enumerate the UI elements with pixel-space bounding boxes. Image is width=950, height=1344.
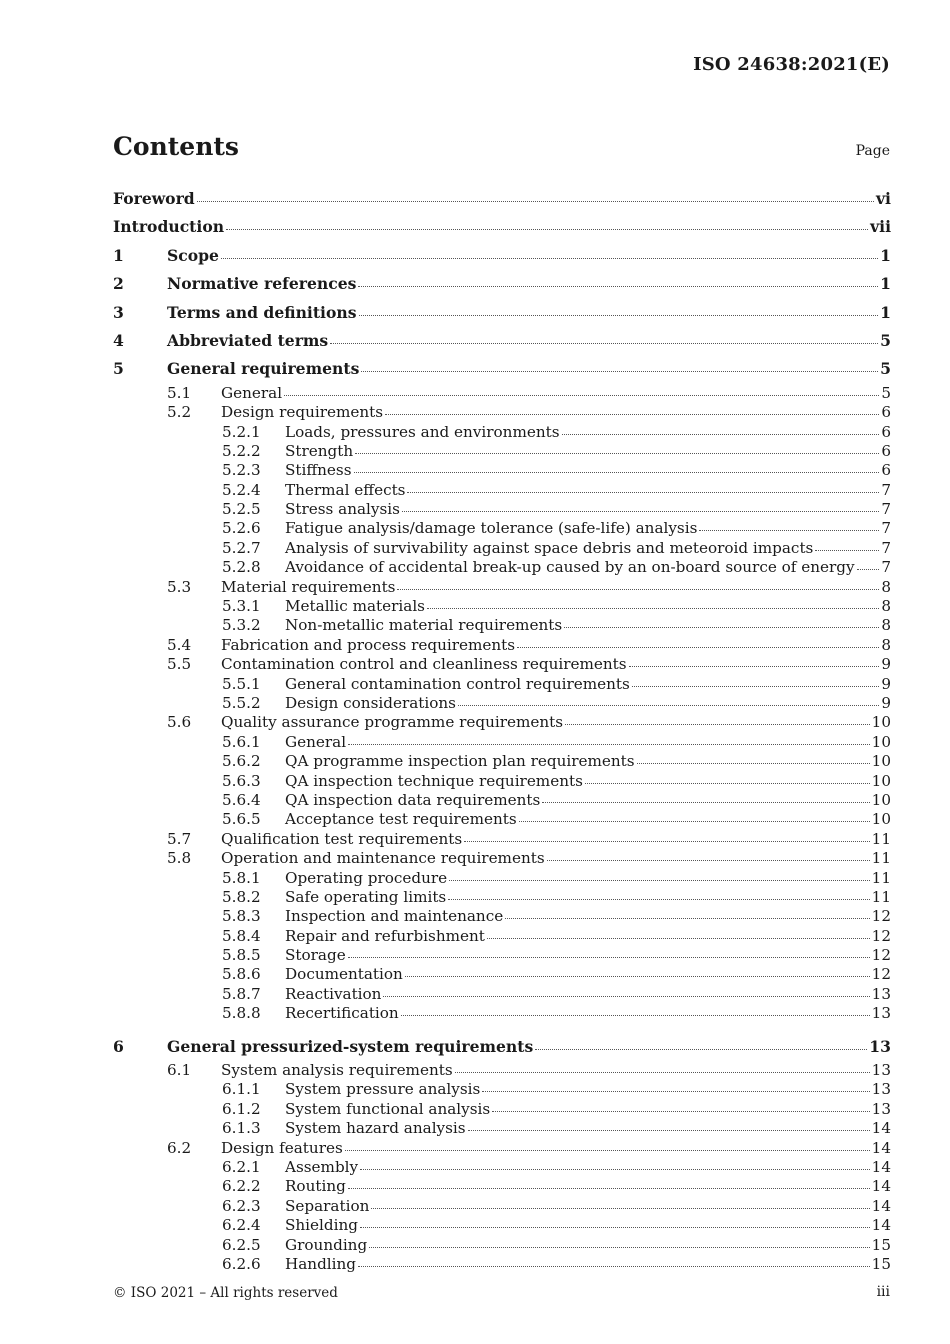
toc-entry[interactable] [113, 403, 891, 422]
toc-entry-page[interactable]: 5 [880, 330, 891, 350]
toc-entry-page[interactable]: 11 [871, 849, 891, 868]
toc-entry-number: 1 [113, 245, 124, 265]
toc-entry-page[interactable]: 14 [871, 1157, 891, 1176]
dot-leader [221, 257, 878, 259]
toc-entry-number: 6.2.4 [222, 1216, 261, 1235]
dot-leader [455, 1071, 870, 1073]
toc-entry-title[interactable]: Abbreviated terms [167, 330, 329, 350]
toc-entry-page[interactable]: 5 [881, 383, 891, 402]
toc-entry-title[interactable]: QA inspection technique requirements [285, 771, 583, 790]
toc-entry-title[interactable]: General [221, 383, 283, 402]
toc-entry-number: 5.8.4 [222, 926, 261, 945]
toc-entry-title[interactable]: Introduction [113, 217, 225, 237]
toc-entry-title[interactable]: Routing [285, 1177, 346, 1196]
toc-entry-title[interactable]: Storage [285, 946, 346, 965]
toc-entry[interactable] [113, 1119, 891, 1138]
toc-entry-page[interactable]: 12 [871, 907, 891, 926]
toc-entry-page[interactable]: 6 [881, 422, 891, 441]
dot-leader [487, 937, 870, 939]
toc-entry-title[interactable]: QA programme inspection plan requirements [285, 752, 635, 771]
toc-entry-title[interactable]: General requirements [167, 359, 360, 379]
toc-entry[interactable] [113, 733, 891, 752]
toc-entry-page[interactable]: 5 [880, 359, 891, 379]
toc-entry-page[interactable]: 13 [871, 1004, 891, 1023]
dot-leader [383, 995, 869, 997]
toc-entry-number: 5.3 [167, 577, 192, 596]
toc-entry-number: 5.1 [167, 383, 192, 402]
toc-entry[interactable] [113, 539, 891, 558]
toc-entry-page[interactable]: 9 [881, 674, 891, 693]
toc-entry[interactable] [113, 1033, 891, 1061]
toc-entry[interactable] [113, 772, 891, 791]
toc-entry[interactable] [113, 869, 891, 888]
toc-entry-number: 5.8.2 [222, 887, 261, 906]
dot-leader [492, 1110, 869, 1112]
dot-leader [519, 820, 870, 822]
toc-entry-title[interactable]: Non-metallic material requirements [285, 616, 563, 635]
toc-entry[interactable] [113, 384, 891, 403]
toc-entry[interactable] [113, 713, 891, 732]
toc-entry[interactable] [113, 1197, 891, 1216]
toc-entry-title[interactable]: Scope [167, 245, 219, 265]
dot-leader [562, 433, 880, 435]
table-of-contents [113, 185, 891, 1274]
toc-entry-number: 5.2.3 [222, 461, 261, 480]
toc-entry-number: 5.8.3 [222, 907, 261, 926]
toc-entry-number: 5.3.1 [222, 597, 261, 616]
toc-entry-page[interactable]: 7 [881, 519, 891, 538]
toc-entry-page[interactable]: 13 [871, 984, 891, 1003]
toc-entry-title[interactable]: Design requirements [221, 403, 384, 422]
toc-entry-number: 2 [113, 274, 124, 294]
toc-entry-number: 6.1.1 [222, 1080, 261, 1099]
toc-entry[interactable] [113, 597, 891, 616]
toc-entry-page[interactable]: 8 [881, 597, 891, 616]
document-id: ISO 24638:2021(E) [693, 54, 890, 75]
toc-entry-number: 5.6.1 [222, 732, 261, 751]
toc-entry-title[interactable]: Operation and maintenance requirements [221, 849, 545, 868]
toc-entry-page[interactable]: 10 [871, 810, 891, 829]
dot-leader [358, 1265, 870, 1267]
toc-entry-title[interactable]: System hazard analysis [285, 1119, 466, 1138]
toc-entry-title[interactable]: Metallic materials [285, 597, 425, 616]
toc-entry-number: 5.8.7 [222, 984, 261, 1003]
toc-entry-page[interactable]: 8 [881, 577, 891, 596]
dot-leader [401, 1014, 870, 1016]
toc-entry-title[interactable]: Grounding [285, 1235, 368, 1254]
toc-entry-number: 5 [113, 359, 124, 379]
toc-entry-page[interactable]: 8 [881, 635, 891, 654]
toc-entry-page[interactable]: 14 [871, 1119, 891, 1138]
toc-entry-title[interactable]: System pressure analysis [285, 1080, 481, 1099]
toc-entry-title[interactable]: Thermal effects [285, 480, 406, 499]
dot-leader [547, 859, 870, 861]
dot-leader [397, 588, 879, 590]
dot-leader [637, 762, 870, 764]
toc-entry-title[interactable]: Stress analysis [285, 500, 400, 519]
toc-entry-title[interactable]: Stiffness [285, 461, 352, 480]
toc-entry[interactable] [113, 888, 891, 907]
toc-entry-number: 5.8.1 [222, 868, 261, 887]
dot-leader [197, 200, 874, 202]
dot-leader [330, 342, 878, 344]
toc-entry-page[interactable]: 14 [871, 1216, 891, 1235]
toc-entry[interactable] [113, 985, 891, 1004]
toc-entry-number: 5.8.5 [222, 946, 261, 965]
dot-leader [699, 529, 879, 531]
toc-entry[interactable] [113, 849, 891, 868]
toc-entry-title[interactable]: Quality assurance programme requirements [221, 713, 564, 732]
toc-entry-title[interactable]: Design features [221, 1138, 343, 1157]
toc-entry[interactable] [113, 299, 891, 327]
toc-entry-title[interactable]: Loads, pressures and environments [285, 422, 560, 441]
toc-entry-number: 6.2.2 [222, 1177, 261, 1196]
toc-entry-page[interactable]: 11 [871, 829, 891, 848]
toc-entry-page[interactable]: 6 [881, 403, 891, 422]
toc-entry[interactable] [113, 355, 891, 383]
dot-leader [402, 510, 879, 512]
dot-leader [427, 607, 879, 609]
dot-leader [355, 452, 879, 454]
toc-entry[interactable] [113, 185, 891, 213]
dot-leader [448, 898, 869, 900]
toc-entry-title[interactable]: General [285, 732, 347, 751]
toc-entry[interactable] [113, 791, 891, 810]
toc-entry[interactable] [113, 270, 891, 298]
toc-entry-page[interactable]: 10 [871, 752, 891, 771]
toc-entry-number: 5.5.2 [222, 693, 261, 712]
dot-leader [542, 801, 869, 803]
toc-entry-number: 5.2.2 [222, 441, 261, 460]
footer-page-number: iii [876, 1284, 890, 1300]
toc-entry-number: 5.3.2 [222, 616, 261, 635]
toc-entry-number: 6.1.2 [222, 1099, 261, 1118]
toc-entry-number: 5.5.1 [222, 674, 261, 693]
toc-entry-page[interactable]: 10 [871, 732, 891, 751]
toc-entry-page[interactable]: 10 [871, 713, 891, 732]
toc-entry-page[interactable]: vii [870, 217, 891, 237]
toc-entry-page[interactable]: 8 [881, 616, 891, 635]
toc-entry-number: 5.6.4 [222, 790, 261, 809]
dot-leader [857, 568, 880, 570]
toc-entry-page[interactable]: 1 [880, 245, 891, 265]
toc-entry-number: 5.4 [167, 635, 192, 654]
dot-leader [407, 491, 879, 493]
toc-entry-page[interactable]: 13 [871, 1080, 891, 1099]
toc-entry-title[interactable]: System analysis requirements [221, 1061, 453, 1080]
toc-entry[interactable] [113, 1061, 891, 1080]
dot-leader [369, 1246, 869, 1248]
dot-leader [449, 879, 870, 881]
toc-entry-title[interactable]: Fatigue analysis/damage tolerance (safe-life) analysis [285, 519, 698, 538]
toc-entry[interactable] [113, 927, 891, 946]
toc-entry-number: 6.1 [167, 1061, 192, 1080]
toc-entry-title[interactable]: Repair and refurbishment [285, 926, 485, 945]
toc-entry-title[interactable]: Foreword [113, 189, 195, 208]
toc-entry-number: 6.2.6 [222, 1254, 261, 1273]
toc-entry[interactable] [113, 442, 891, 461]
toc-entry[interactable] [113, 1216, 891, 1235]
toc-entry-page[interactable]: 7 [881, 480, 891, 499]
toc-entry[interactable] [113, 423, 891, 442]
toc-entry-title[interactable]: Safe operating limits [285, 887, 447, 906]
toc-entry-number: 5.6.2 [222, 752, 261, 771]
toc-entry-page[interactable]: 14 [871, 1138, 891, 1157]
toc-entry-title[interactable]: Strength [285, 441, 354, 460]
toc-entry-title[interactable]: Separation [285, 1196, 370, 1215]
toc-entry-number: 5.8 [167, 849, 192, 868]
dot-leader [371, 1207, 869, 1209]
dot-leader [585, 782, 870, 784]
toc-entry-number: 5.7 [167, 829, 192, 848]
toc-entry-page[interactable]: 1 [880, 274, 891, 294]
toc-entry[interactable] [113, 327, 891, 355]
toc-entry-number: 5.2.6 [222, 519, 261, 538]
toc-entry-title[interactable]: Avoidance of accidental break-up caused by an on-board source of energy [285, 558, 855, 577]
toc-entry-number: 5.8.8 [222, 1004, 261, 1023]
toc-entry[interactable] [113, 965, 891, 984]
copyright-notice: © ISO 2021 – All rights reserved [113, 1285, 338, 1301]
dot-leader [354, 471, 880, 473]
toc-entry-title[interactable]: Shielding [285, 1216, 358, 1235]
dot-leader [564, 626, 879, 628]
dot-leader [517, 646, 879, 648]
toc-entry[interactable] [113, 636, 891, 655]
toc-entry-title[interactable]: Fabrication and process requirements [221, 635, 516, 654]
toc-entry[interactable] [113, 655, 891, 674]
toc-entry-page[interactable]: 12 [871, 926, 891, 945]
toc-entry[interactable] [113, 752, 891, 771]
toc-entry[interactable] [113, 578, 891, 597]
toc-entry-title[interactable]: Qualification test requirements [221, 829, 463, 848]
toc-entry-page[interactable]: 6 [881, 441, 891, 460]
toc-entry-number: 5.2.4 [222, 480, 261, 499]
toc-entry-page[interactable]: 1 [880, 302, 891, 322]
dot-leader [360, 1226, 870, 1228]
toc-entry-title[interactable]: Handling [285, 1254, 357, 1273]
page-column-label: Page [855, 143, 890, 159]
toc-entry-title[interactable]: General contamination control requirements [285, 674, 630, 693]
toc-entry-page[interactable]: 13 [871, 1099, 891, 1118]
toc-entry-number: 6.2.5 [222, 1235, 261, 1254]
toc-entry-title[interactable]: QA inspection data requirements [285, 790, 541, 809]
toc-entry[interactable] [113, 1139, 891, 1158]
toc-entry-page[interactable]: 13 [871, 1061, 891, 1080]
toc-entry-page[interactable]: 7 [881, 538, 891, 557]
toc-entry-title[interactable]: System functional analysis [285, 1099, 491, 1118]
toc-entry[interactable] [113, 1004, 891, 1023]
toc-entry[interactable] [113, 946, 891, 965]
toc-entry-number: 4 [113, 330, 124, 350]
dot-leader [505, 917, 869, 919]
toc-entry[interactable] [113, 1255, 891, 1274]
dot-leader [361, 370, 878, 372]
toc-entry[interactable] [113, 558, 891, 577]
dot-leader [348, 956, 870, 958]
contents-heading: Contents [113, 132, 240, 161]
toc-entry-page[interactable]: 7 [881, 558, 891, 577]
toc-entry[interactable] [113, 213, 891, 241]
toc-entry-number: 5.2.1 [222, 422, 261, 441]
dot-leader [458, 704, 879, 706]
toc-entry-number: 5.2.7 [222, 538, 261, 557]
toc-entry[interactable] [113, 481, 891, 500]
toc-entry[interactable] [113, 519, 891, 538]
toc-entry[interactable] [113, 1158, 891, 1177]
dot-leader [405, 975, 870, 977]
toc-entry-page[interactable]: 15 [871, 1254, 891, 1273]
dot-leader [632, 685, 879, 687]
toc-entry[interactable] [113, 830, 891, 849]
toc-entry-number: 5.6.3 [222, 771, 261, 790]
toc-entry-number: 5.6.5 [222, 810, 261, 829]
toc-entry-title[interactable]: Documentation [285, 965, 403, 984]
toc-entry-title[interactable]: Design considerations [285, 693, 456, 712]
toc-entry[interactable] [113, 242, 891, 270]
toc-entry-title[interactable]: Operating procedure [285, 868, 448, 887]
toc-entry-title[interactable]: Material requirements [221, 577, 396, 596]
dot-leader [815, 549, 879, 551]
toc-entry-number: 6.2 [167, 1138, 192, 1157]
toc-entry-title[interactable]: Contamination control and cleanliness requirements [221, 655, 627, 674]
dot-leader [360, 1168, 870, 1170]
dot-leader [359, 314, 879, 316]
toc-entry[interactable] [113, 694, 891, 713]
toc-entry-title[interactable]: Terms and definitions [167, 302, 357, 322]
toc-entry-title[interactable]: Analysis of survivability against space debris and meteoroid impacts [285, 538, 814, 557]
dot-leader [348, 1187, 870, 1189]
dot-leader [629, 665, 880, 667]
toc-entry-page[interactable]: 12 [871, 946, 891, 965]
toc-entry-number: 5.5 [167, 655, 192, 674]
toc-entry-number: 5.8.6 [222, 965, 261, 984]
toc-entry-page[interactable]: 15 [871, 1235, 891, 1254]
toc-entry-page[interactable]: 14 [871, 1177, 891, 1196]
toc-entry[interactable] [113, 1177, 891, 1196]
toc-entry-title[interactable]: Assembly [285, 1157, 359, 1176]
toc-entry-number: 6.2.1 [222, 1157, 261, 1176]
toc-entry-page[interactable]: 7 [881, 500, 891, 519]
dot-leader [565, 723, 870, 725]
toc-entry-page[interactable]: vi [876, 189, 891, 208]
toc-entry-number: 6.2.3 [222, 1196, 261, 1215]
dot-leader [385, 413, 879, 415]
toc-entry-page[interactable]: 11 [871, 887, 891, 906]
toc-entry-number: 5.2.5 [222, 500, 261, 519]
toc-entry[interactable] [113, 1236, 891, 1255]
toc-entry-page[interactable]: 10 [871, 771, 891, 790]
dot-leader [226, 228, 868, 230]
toc-entry-number: 5.2 [167, 403, 192, 422]
dot-leader [284, 394, 879, 396]
toc-entry-number: 6.1.3 [222, 1119, 261, 1138]
toc-entry-page[interactable]: 6 [881, 461, 891, 480]
toc-entry-title[interactable]: Recertification [285, 1004, 399, 1023]
dot-leader [482, 1090, 869, 1092]
dot-leader [345, 1149, 870, 1151]
toc-entry-page[interactable]: 13 [869, 1036, 891, 1056]
toc-entry-page[interactable]: 9 [881, 693, 891, 712]
toc-entry-number: 6 [113, 1036, 124, 1056]
toc-entry-page[interactable]: 10 [871, 790, 891, 809]
toc-entry[interactable] [113, 500, 891, 519]
dot-leader [468, 1129, 870, 1131]
toc-entry-page[interactable]: 12 [871, 965, 891, 984]
toc-entry-number: 5.2.8 [222, 558, 261, 577]
toc-entry[interactable] [113, 810, 891, 829]
toc-entry[interactable] [113, 675, 891, 694]
toc-entry[interactable] [113, 461, 891, 480]
dot-leader [358, 285, 878, 287]
toc-entry-title[interactable]: Normative references [167, 274, 357, 294]
toc-entry-number: 3 [113, 302, 124, 322]
toc-entry[interactable] [113, 907, 891, 926]
dot-leader [348, 743, 870, 745]
dot-leader [535, 1048, 867, 1050]
toc-entry-title[interactable]: Reactivation [285, 984, 382, 1003]
toc-entry-page[interactable]: 11 [871, 868, 891, 887]
toc-entry-page[interactable]: 9 [881, 655, 891, 674]
toc-entry-number: 5.6 [167, 713, 192, 732]
toc-entry-page[interactable]: 14 [871, 1196, 891, 1215]
toc-entry-title[interactable]: Inspection and maintenance [285, 907, 504, 926]
toc-entry[interactable] [113, 1080, 891, 1099]
toc-entry-title[interactable]: Acceptance test requirements [285, 810, 517, 829]
toc-entry[interactable] [113, 1100, 891, 1119]
dot-leader [464, 840, 870, 842]
toc-entry[interactable] [113, 616, 891, 635]
toc-entry-title[interactable]: General pressurized-system requirements [167, 1036, 534, 1056]
